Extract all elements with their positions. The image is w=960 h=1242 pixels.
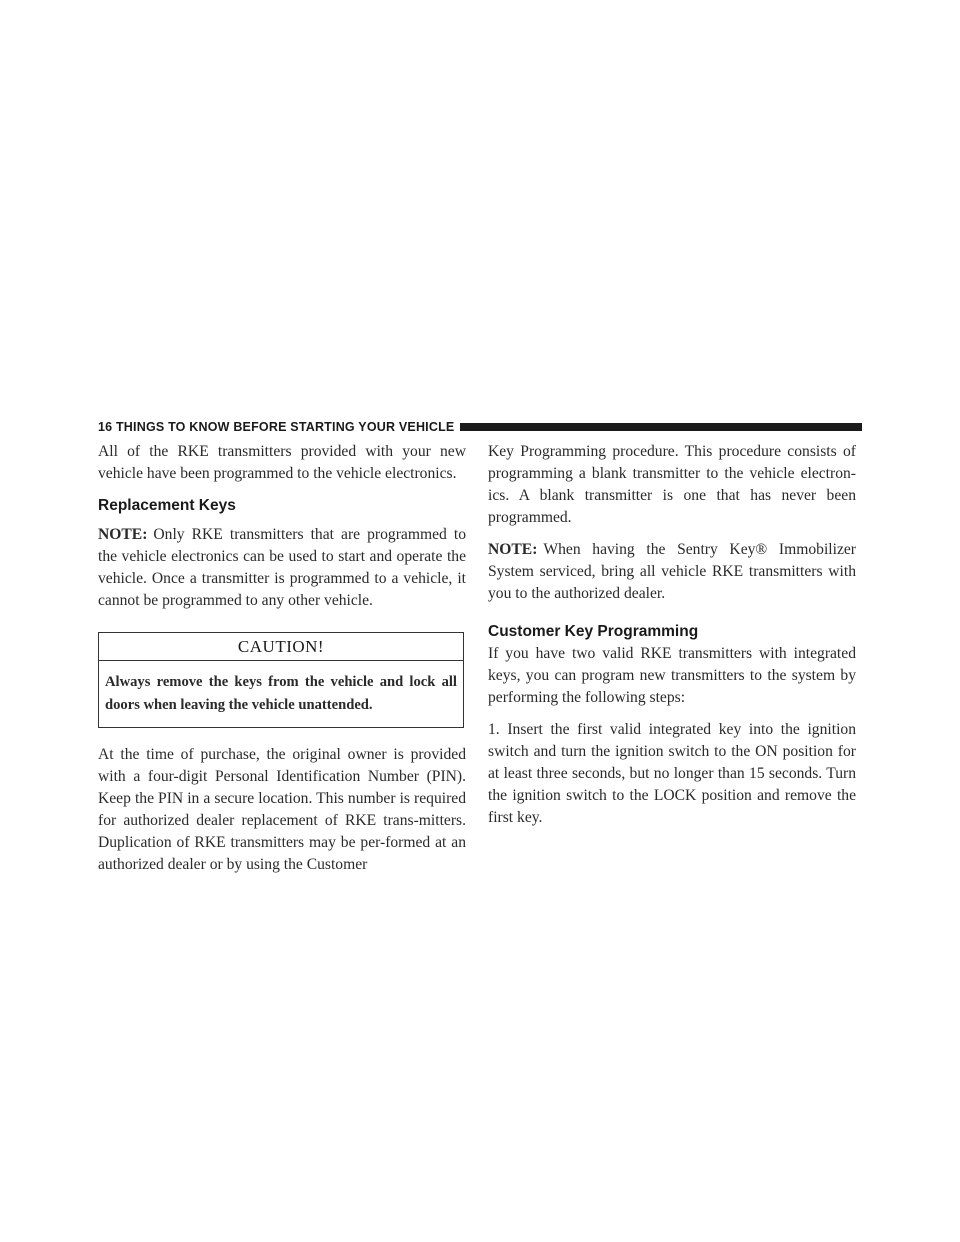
- sentry-note-paragraph: [488, 539, 856, 605]
- left-column: [98, 441, 466, 876]
- steps-intro-paragraph: If you have two valid RKE transmitters with integrated keys, you can program new transmitters to the system by performing the following steps:: [488, 645, 856, 706]
- right-column: [488, 441, 856, 829]
- note-text: When having the Sentry Key® Immobilizer System serviced, bring all vehicle RKE transmitters with you to the authorized dealer.: [488, 541, 856, 602]
- section-heading-replacement-keys: Replacement Keys: [98, 497, 236, 514]
- caution-title: CAUTION!: [99, 633, 463, 661]
- caution-text: Always remove the keys from the vehicle and lock all doors when leaving the vehicle unattended.: [105, 674, 457, 713]
- note-label: NOTE:: [98, 526, 148, 543]
- intro-paragraph: All of the RKE transmitters provided with your new vehicle have been programmed to the vehicle electronics.: [98, 443, 466, 482]
- pin-paragraph: At the time of purchase, the original owner is provided with a four-digit Personal Identification Number (PIN). Keep the PIN in a secure location. This number is required for authorized dealer replacement of RKE trans-mitters. Duplication of RKE transmitters may be per-formed at an authorized dealer or by using the Customer: [98, 746, 466, 873]
- header-rule: [460, 423, 862, 431]
- continued-paragraph: Key Programming procedure. This procedure consists of programming a blank transmitter to the vehicle electron-ics. A blank transmitter is one that has never been programmed.: [488, 443, 856, 526]
- note-text: Only RKE transmitters that are programmed to the vehicle electronics can be used to start and operate the vehicle. Once a transmitter is programmed to a vehicle, it cannot be programmed to any other vehicle.: [98, 526, 466, 609]
- caution-box: [98, 632, 464, 728]
- note-paragraph: [98, 524, 466, 612]
- step-1-paragraph: 1. Insert the first valid integrated key into the ignition switch and turn the ignition switch to the ON position for at least three seconds, but no longer than 15 seconds. Turn the ignition switch to the LOCK position and remove the first key.: [488, 721, 856, 826]
- note-label: NOTE:: [488, 541, 538, 558]
- section-heading-customer-key-programming: Customer Key Programming: [488, 623, 699, 640]
- page-header: [98, 417, 862, 437]
- page-header-text: 16 THINGS TO KNOW BEFORE STARTING YOUR VEHICLE: [98, 420, 455, 434]
